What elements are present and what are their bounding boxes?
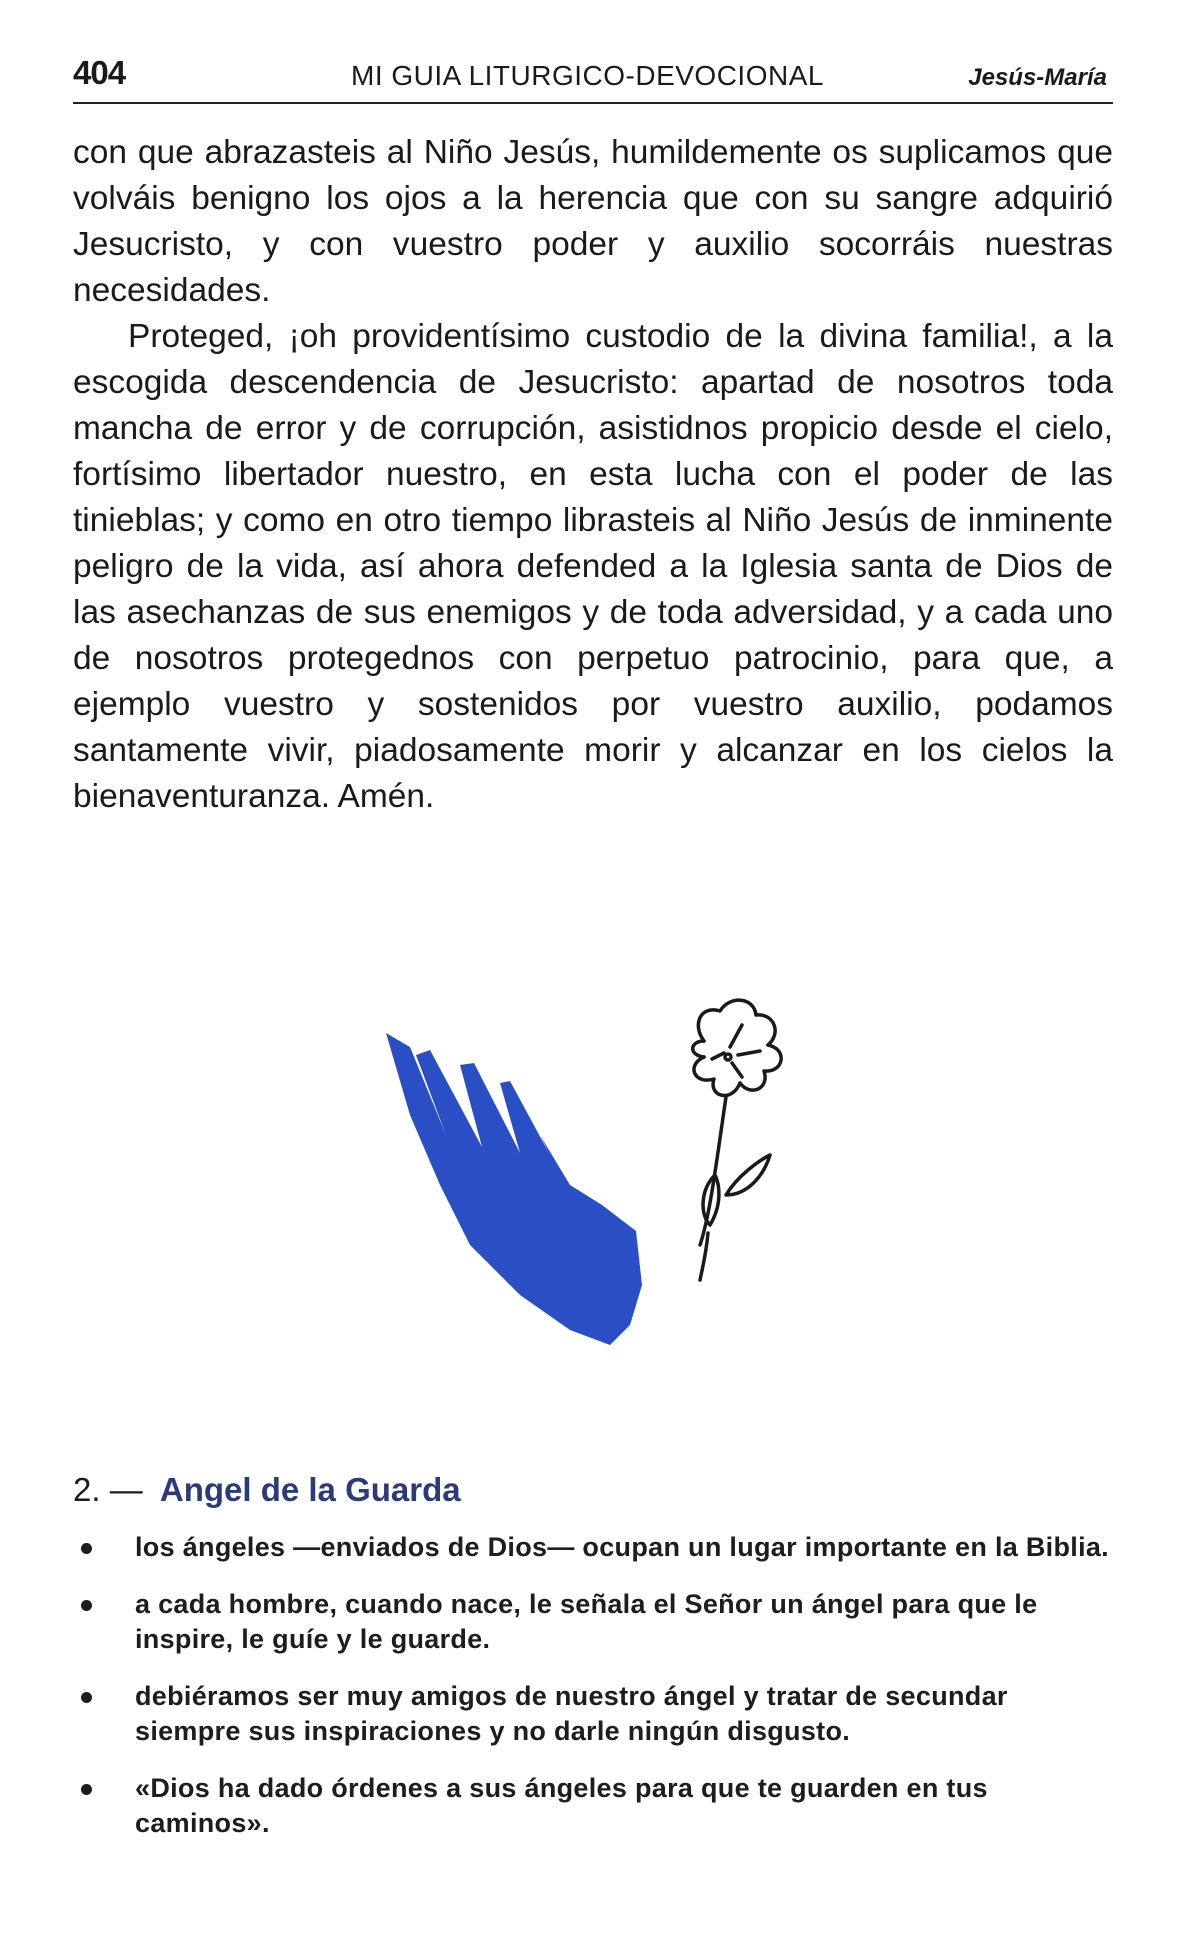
flower-icon [693,1000,781,1280]
bullet-icon [81,1784,92,1795]
hand-and-flower-illustration [370,985,810,1365]
bullet-icon [81,1692,92,1703]
prayer-paragraph-2: Proteged, ¡oh providentísimo custodio de la divina familia!, a la escogida descendencia de Jesucristo: apartad de nosotros toda mancha de error y de corrupción, asistidnos propicio desde el cielo, fortísimo libertador nuestro, en esta lucha con el poder de las tinieblas; y como en otro tiempo librasteis al Niño Jesús de inminente peligro de la vida, así ahora defended a la Iglesia santa de Dios de las asechanzas de sus enemigos y de toda adversidad, y a cada uno de nosotros protegednos con perpetuo patrocinio, para que, a ejemplo vuestro y sostenidos por vuestro auxilio, podamos santamente vivir, piadosamente morir y alcanzar en los cielos la bienaventuranza. Amén. [73,318,1113,815]
page-header [73,50,1113,104]
list-item-text: debiéramos ser muy amigos de nuestro ángel y tratar de secundar siempre sus inspiraciones y no darle ningún disgusto. [135,1681,1008,1746]
prayer-text [73,130,1113,820]
section-number: 2. [73,1471,101,1508]
list-item-text: los ángeles —enviados de Dios— ocupan un lugar importante en la Biblia. [135,1532,1109,1562]
bullet-list [73,1530,1113,1863]
hand-icon [386,1033,642,1345]
running-section: Jesús-María [968,64,1107,91]
list-item [73,1587,1113,1657]
section-title: Angel de la Guarda [159,1471,461,1508]
page-number: 404 [73,54,126,91]
list-item [73,1679,1113,1749]
section-heading [73,1470,461,1510]
bullet-icon [81,1543,92,1554]
running-title: MI GUIA LITURGICO-DEVOCIONAL [351,60,824,91]
list-item-text: a cada hombre, cuando nace, le señala el Señor un ángel para que le inspire, le guíe y le guarde. [135,1589,1038,1654]
list-item [73,1530,1113,1565]
list-item-text: «Dios ha dado órdenes a sus ángeles para que te guarden en tus caminos». [135,1773,988,1838]
prayer-paragraph-1: con que abrazasteis al Niño Jesús, humildemente os suplicamos que volváis benigno los ojos a la herencia que con su sangre adquirió Jesucristo, y con vuestro poder y auxilio socorráis nuestras necesidades. [73,134,1113,309]
bullet-icon [81,1600,92,1611]
section-dash: — [109,1471,143,1508]
list-item [73,1771,1113,1841]
